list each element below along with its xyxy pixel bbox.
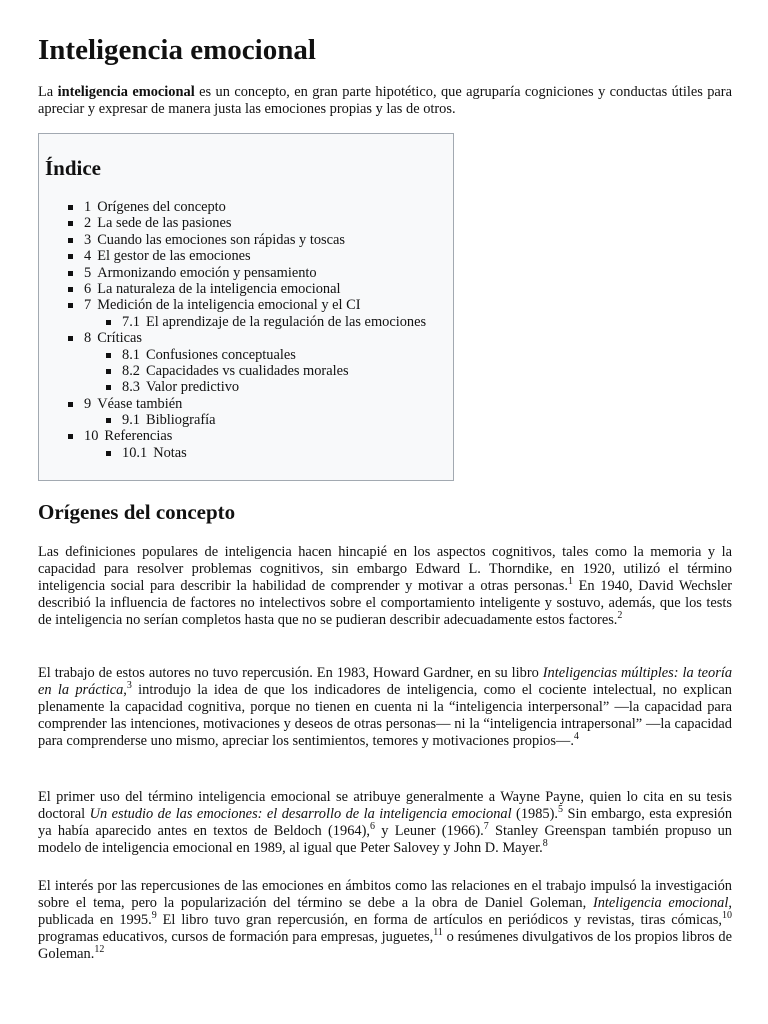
toc-item[interactable]: 5 Armonizando emoción y pensamiento xyxy=(68,265,426,281)
book-title: Inteligencias múltiples: la teoría en la práctica xyxy=(38,665,733,698)
intro-paragraph: La inteligencia emocional es un concepto, en gran parte hipotético, que agruparía cogniciones y conductas útiles para apreciar y expresar de manera justa las emociones propias y las de otros. xyxy=(38,84,732,117)
reference-link[interactable]: 7 xyxy=(483,821,489,833)
toc-item[interactable]: 3 Cuando las emociones son rápidas y toscas xyxy=(68,232,426,248)
reference-link[interactable]: 9 xyxy=(151,910,157,922)
reference-link[interactable]: 11 xyxy=(433,927,443,939)
reference-link[interactable]: 4 xyxy=(573,731,579,743)
table-of-contents xyxy=(38,133,454,481)
toc-item[interactable]: 1 Orígenes del concepto xyxy=(68,199,426,215)
toc-item[interactable]: 8 Críticas xyxy=(68,330,426,346)
toc-item[interactable]: 7 Medición de la inteligencia emocional y el CI xyxy=(68,297,426,313)
toc-item[interactable]: 9 Véase también xyxy=(68,396,426,412)
page-title: Inteligencia emocional xyxy=(38,34,316,66)
toc-subitem[interactable]: 9.1 Bibliografía xyxy=(68,412,426,428)
toc-subitem[interactable]: 7.1 El aprendizaje de la regulación de las emociones xyxy=(68,314,426,330)
paragraph-2: El trabajo de estos autores no tuvo repercusión. En 1983, Howard Gardner, en su libro Inteligencias múltiples: la teoría en la práctica,$^3$ introdujo la idea de que los indicadores de inteligencia, como el cociente intelectual, no explican plenamente la capacidad cognitiva, porque no tienen en cuenta ni la “inteligencia interpersonal” —la capacidad para comprender las intenciones, motivaciones y deseos de otras personas— ni la “inteligencia intrapersonal” —la capacidad para comprenderse uno mismo, apreciar los sentimientos, temores y motivaciones propios—.$^4$ xyxy=(38,665,733,749)
paragraph-4: El interés por las repercusiones de las emociones en ámbitos como las relaciones en el trabajo impulsó la investigación sobre el tema, pero la popularización del término se debe a la obra de Daniel Goleman, Inteligencia emocional, publicada en 1995.$^9$ El libro tuvo gran repercusión, en forma de artículos en periódicos y revistas, tiras cómicas,$^{10}$ programas educativos, cursos de formación para empresas, juguetes,$^{11}$ o resúmenes divulgativos de los propios libros de Goleman.$^{12}$ xyxy=(38,878,732,962)
toc-subitem[interactable]: 8.3 Valor predictivo xyxy=(68,379,426,395)
reference-link[interactable]: 5 xyxy=(558,804,564,816)
section-heading: Orígenes del concepto xyxy=(38,500,236,524)
reference-link[interactable]: 2 xyxy=(617,610,623,622)
reference-link[interactable]: 10 xyxy=(722,910,732,922)
toc-item[interactable]: 6 La naturaleza de la inteligencia emocional xyxy=(68,281,426,297)
paragraph-3: El primer uso del término inteligencia emocional se atribuye generalmente a Wayne Payne, quien lo cita en su tesis doctoral Un estudio de las emociones: el desarrollo de la inteligencia emocional (1985).$^5$ Sin embargo, esta expresión ya había aparecido antes en textos de Beldoch (1964),$^6$ y Leuner (1966).$^7$ Stanley Greenspan también propuso un modelo de inteligencia emocional en 1989, al igual que Peter Salovey y John D. Mayer.$^8$ xyxy=(38,789,733,856)
toc-item[interactable]: 2 La sede de las pasiones xyxy=(68,215,426,231)
toc-item[interactable]: 10 Referencias xyxy=(68,428,426,444)
toc-title: Índice xyxy=(45,156,102,180)
toc-subitem[interactable]: 10.1 Notas xyxy=(68,445,426,461)
reference-link[interactable]: 12 xyxy=(94,944,105,956)
reference-link[interactable]: 1 xyxy=(567,576,573,588)
reference-link[interactable]: 3 xyxy=(126,680,132,692)
toc-list xyxy=(68,199,426,461)
toc-subitem[interactable]: 8.1 Confusiones conceptuales xyxy=(68,347,426,363)
toc-subitem[interactable]: 8.2 Capacidades vs cualidades morales xyxy=(68,363,426,379)
book-title: Inteligencia emocional xyxy=(592,895,729,911)
toc-item[interactable]: 4 El gestor de las emociones xyxy=(68,248,426,264)
paragraph-1: Las definiciones populares de inteligencia hacen hincapié en los aspectos cognitivos, tales como la memoria y la capacidad para resolver problemas cognitivos, sin embargo Edward L. Thorndike, en 1920, utilizó el término inteligencia social para describir la habilidad de comprender y motivar a otras personas.$^1$ En 1940, David Wechsler describió la influencia de factores no intelectivos sobre el comportamiento inteligente y sostuvo, además, que los tests de inteligencia no serían completos hasta que no se pudieran describir adecuadamente estos factores.$^2$ xyxy=(38,544,732,628)
thesis-title: Un estudio de las emociones: el desarrollo de la inteligencia emocional xyxy=(89,806,512,822)
intro-bold-term: inteligencia emocional xyxy=(57,84,195,100)
reference-link[interactable]: 8 xyxy=(542,838,548,850)
reference-link[interactable]: 6 xyxy=(369,821,375,833)
